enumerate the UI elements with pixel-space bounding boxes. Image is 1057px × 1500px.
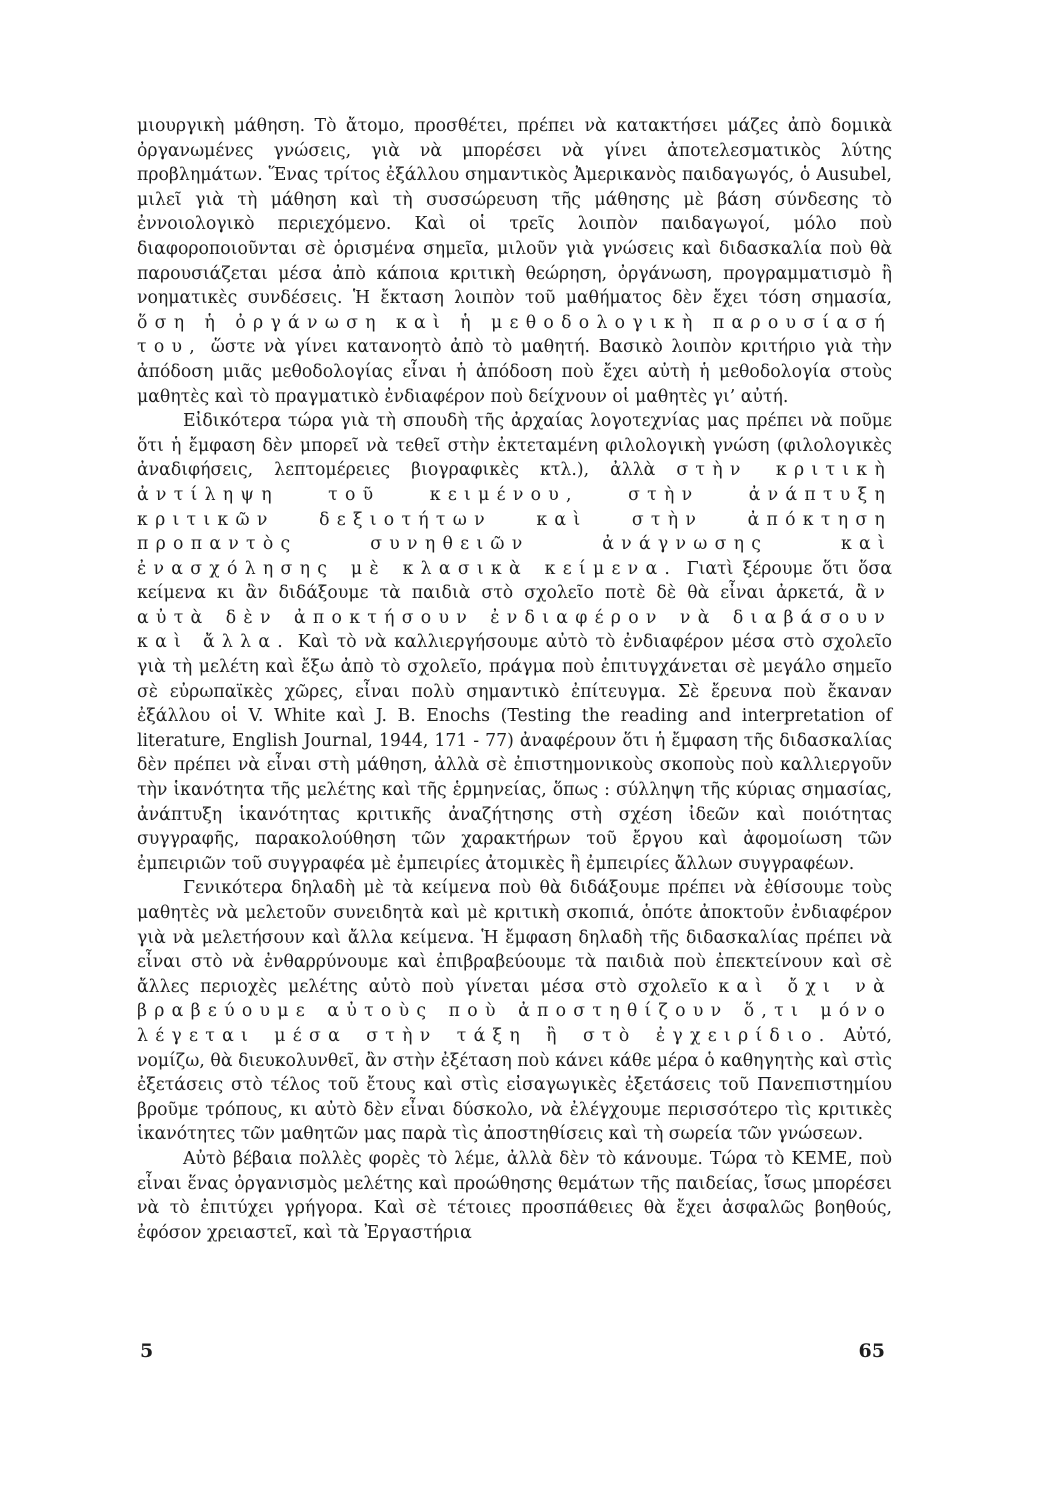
body-text [137,114,892,1245]
emphasized-spaced-text: στὴν κριτικὴ ἀντίληψη τοῦ κειμένου, στὴν ἀνάπτυξη κριτικῶν δεξιοτήτων καὶ στὴν ἀπόκτηση προπαντὸς συνηθειῶν ἀνάγνωσης καὶ ἐνασχόλησης μὲ κλασικὰ κείμενα. [137,460,892,579]
text-run: ὥστε νὰ γίνει κατανοητὸ ἀπὸ τὸ μαθητή. Βασικὸ λοιπὸν κριτήριο γιὰ τὴν ἀπόδοση μιᾶς μεθοδολογίας εἶναι ἡ ἀπόδοση ποὺ ἔχει αὐτὴ ἡ μεθοδολογία στοὺς μαθητὲς καὶ τὸ πραγματικὸ ἐνδιαφέρον ποὺ δείχνουν οἱ μαθητὲς γι’ αὐτή. [137,337,892,407]
paragraph [137,876,892,1147]
text-run: Γιατὶ ξέρουμε ὅτι ὅσα κείμενα κι ἂν διδάξουμε τὰ παιδιὰ στὸ σχολεῖο ποτὲ δὲ θὰ εἶναι ἀρκετά, [137,558,892,604]
paragraph [137,114,892,409]
emphasized-spaced-text: καὶ ὄχι νὰ βραβεύουμε αὐτοὺς ποὺ ἀποστηθίζουν ὅ,τι μόνο λέγεται μέσα στὴν τάξη ἢ στὸ ἐγχειρίδιο. [137,976,892,1046]
text-run: Αὐτό, νομίζω, θὰ διευκολυνθεῖ, ἂν στὴν ἐξέταση ποὺ κάνει κάθε μέρα ὁ καθηγητὴς καὶ στὶς ἐξετάσεις στὸ τέλος τοῦ ἔτους καὶ στὶς εἰσαγωγικὲς ἐξετάσεις τοῦ Πανεπιστημίου βροῦμε τρόπους, κι αὐτὸ δὲν εἶναι δύσκολο, νὰ ἐλέγχουμε περισσότερο τὶς κριτικὲς ἱκανότητες τῶν μαθητῶν μας παρὰ τὶς ἀποστηθίσεις καὶ τὴ σωρεία τῶν γνώσεων. [137,1025,892,1145]
text-run: μιουργικὴ μάθηση. Τὸ ἄτομο, προσθέτει, πρέπει νὰ κατακτήσει μάζες ἀπὸ δομικὰ ὀργανωμένες γνώσεις, γιὰ νὰ μπορέσει νὰ γίνει ἀποτελεσματικὸς λύτης προβλημάτων. Ἕνας τρίτος ἐξάλλου σημαντικὸς Ἀμερικανὸς παιδαγωγός, ὁ Ausubel, μιλεῖ γιὰ τὴ μάθηση καὶ τὴ συσσώρευση τῆς μάθησης μὲ βάση σύνδεσης τὸ ἐννοιολογικὸ περιεχόμενο. Καὶ οἱ τρεῖς λοιπὸν παιδαγωγοί, μόλο ποὺ διαφοροποιοῦνται σὲ ὁρισμένα σημεῖα, μιλοῦν γιὰ γνώσεις καὶ διδασκαλία ποὺ θὰ παρουσιάζεται μέσα ἀπὸ κάποια κριτικὴ θεώρηση, ὀργάνωση, προγραμματισμὸ ἢ νοηματικὲς συνδέσεις. Ἡ ἔκταση λοιπὸν τοῦ μαθήματος δὲν ἔχει τόση σημασία, [137,116,892,309]
text-run: Αὐτὸ βέβαια πολλὲς φορὲς τὸ λέμε, ἀλλὰ δὲν τὸ κάνουμε. Τώρα τὸ ΚΕΜΕ, ποὺ εἶναι ἕνας ὀργανισμὸς μελέτης καὶ προώθησης θεμάτων τῆς παιδείας, ἴσως μπορέσει νὰ τὸ ἐπιτύχει γρήγορα. Καὶ σὲ τέτοιες προσπάθειες θὰ ἔχει ἀσφαλῶς βοηθούς, ἐφόσον χρειαστεῖ, καὶ τὰ Ἐργαστήρια [137,1148,892,1243]
emphasized-spaced-text: ἂν αὐτὰ δὲν ἀποκτήσουν ἐνδιαφέρον νὰ διαβάσουν καὶ ἄλλα. [137,583,892,653]
signature-mark: 5 [140,1340,154,1362]
emphasized-spaced-text: ὅση ἡ ὀργάνωση καὶ ἡ μεθοδολογικὴ παρουσίασή του, [137,312,892,358]
text-run: Εἰδικότερα τώρα γιὰ τὴ σπουδὴ τῆς ἀρχαίας λογοτεχνίας μας πρέπει νὰ ποῦμε ὅτι ἡ ἔμφαση δὲν μπορεῖ νὰ τεθεῖ στὴν ἐκτεταμένη φιλολογικὴ γνώση (φιλολογικὲς ἀναδιφήσεις, λεπτομέρειες βιογραφικὲς κτλ.), ἀλλὰ [137,411,892,481]
paragraph [137,1147,892,1245]
page-number: 65 [858,1340,885,1362]
text-run: Καὶ τὸ νὰ καλλιεργήσουμε αὐτὸ τὸ ἐνδιαφέρον μέσα στὸ σχολεῖο γιὰ τὴ μελέτη καὶ ἔξω ἀπὸ τὸ σχολεῖο, πράγμα ποὺ ἐπιτυγχάνεται σὲ μεγάλο σημεῖο σὲ εὐρωπαϊκὲς χῶρες, εἶναι πολὺ σημαντικὸ ἐπίτευγμα. Σὲ ἔρευνα ποὺ ἔκαναν ἐξάλλου οἱ V. White καὶ J. B. Enochs (Testing the reading and interpretation of literature, English Journal, 1944, 171 - 77) ἀναφέρουν ὅτι ἡ ἔμφαση τῆς διδασκαλίας δὲν πρέπει νὰ εἶναι στὴ μάθηση, ἀλλὰ σὲ ἐπιστημονικοὺς σκοποὺς ποὺ καλλιεργοῦν τὴν ἱκανότητα τῆς μελέτης καὶ τῆς ἑρμηνείας, ὅπως : σύλληψη τῆς κύριας σημασίας, ἀνάπτυξη ἱκανότητας κριτικῆς ἀναζήτησης στὴ σχέση ἰδεῶν καὶ ποιότητας συγγραφῆς, παρακολούθηση τῶν χαρακτήρων τοῦ ἔργου καὶ ἀφομοίωση τῶν ἐμπειριῶν τοῦ συγγραφέα μὲ ἐμπειρίες ἀτομικὲς ἢ ἐμπειρίες ἄλλων συγγραφέων. [137,632,892,874]
text-run: Γενικότερα δηλαδὴ μὲ τὰ κείμενα ποὺ θὰ διδάξουμε πρέπει νὰ ἐθίσουμε τοὺς μαθητὲς νὰ μελετοῦν συνειδητὰ καὶ μὲ κριτικὴ σκοπιά, ὁπότε ἀποκτοῦν ἐνδιαφέρον γιὰ νὰ μελετήσουν καὶ ἄλλα κείμενα. Ἡ ἔμφαση δηλαδὴ τῆς διδασκαλίας πρέπει νὰ εἶναι στὸ νὰ ἐνθαρρύνουμε καὶ ἐπιβραβεύουμε τὰ παιδιὰ ποὺ ἐπεκτείνουν καὶ σὲ ἄλλες περιοχὲς μελέτης αὐτὸ ποὺ γίνεται μέσα στὸ σχολεῖο [137,878,892,997]
paragraph [137,409,892,876]
